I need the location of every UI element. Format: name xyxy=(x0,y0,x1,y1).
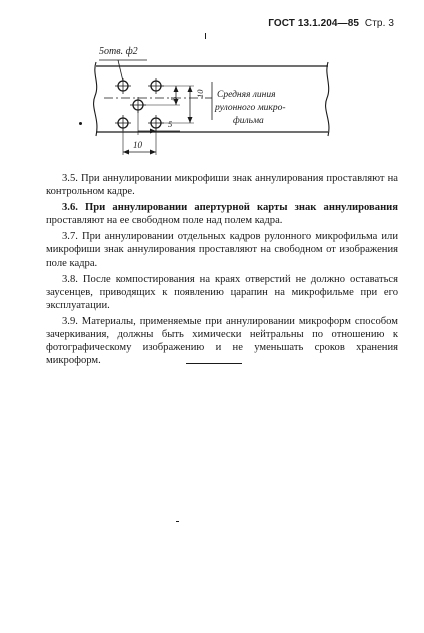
paragraph-3-6: 3.6. При аннулировании апертурной карты знак аннулирования проставляют на ее свободном поле над полем кадра. xyxy=(46,202,399,227)
page-number: Стр. 3 xyxy=(364,18,394,29)
paragraph-3-7: 3.7. При аннулировании отдельных кадров рулонного микрофильма или микрофиши знак аннулирования проставляют на свободном от изображения поле кадра. xyxy=(46,231,398,269)
holes-label: 5отв. ф2 xyxy=(99,46,138,57)
paragraph-3-8: 3.8. После компостирования на краях отверстий не должно оставаться заусенцев, приводящих к появлению царапин на микрофильме при его эксплуатации. xyxy=(46,273,398,311)
bottom-mark xyxy=(176,521,179,522)
paragraph-3-5: 3.5. При аннулировании микрофиши знак аннулирования проставляют на контрольном кадре. xyxy=(46,173,398,198)
punch-diagram-drawing xyxy=(0,0,424,170)
dim-10-vertical-label: 10 xyxy=(195,89,205,98)
top-tick-mark xyxy=(205,33,206,39)
right-break-line xyxy=(326,62,329,136)
paragraph-3-9: 3.9. Материалы, применяемые при аннулировании микроформ способом зачеркивания, должны быть химически нейтральны по отношению к фотографическому изображению и не уменьшать сроков хранения микроформ. xyxy=(46,315,398,367)
center-line-label-3: фильма xyxy=(233,116,264,126)
center-line-label-1: Средняя линия xyxy=(217,90,276,100)
dim-10-horizontal-label: 10 xyxy=(133,140,142,150)
dim-5-horizontal-label: 5 xyxy=(168,119,173,129)
center-line-label-2: рулонного микро- xyxy=(215,103,286,113)
punch-diagram xyxy=(0,0,424,170)
standard-number: ГОСТ 13.1.204—85 xyxy=(268,18,360,29)
left-break-line xyxy=(94,62,97,136)
end-rule xyxy=(186,363,242,364)
margin-mark xyxy=(79,122,82,125)
document-body xyxy=(46,172,398,370)
dim-5-vertical-label: 5 xyxy=(169,96,179,101)
